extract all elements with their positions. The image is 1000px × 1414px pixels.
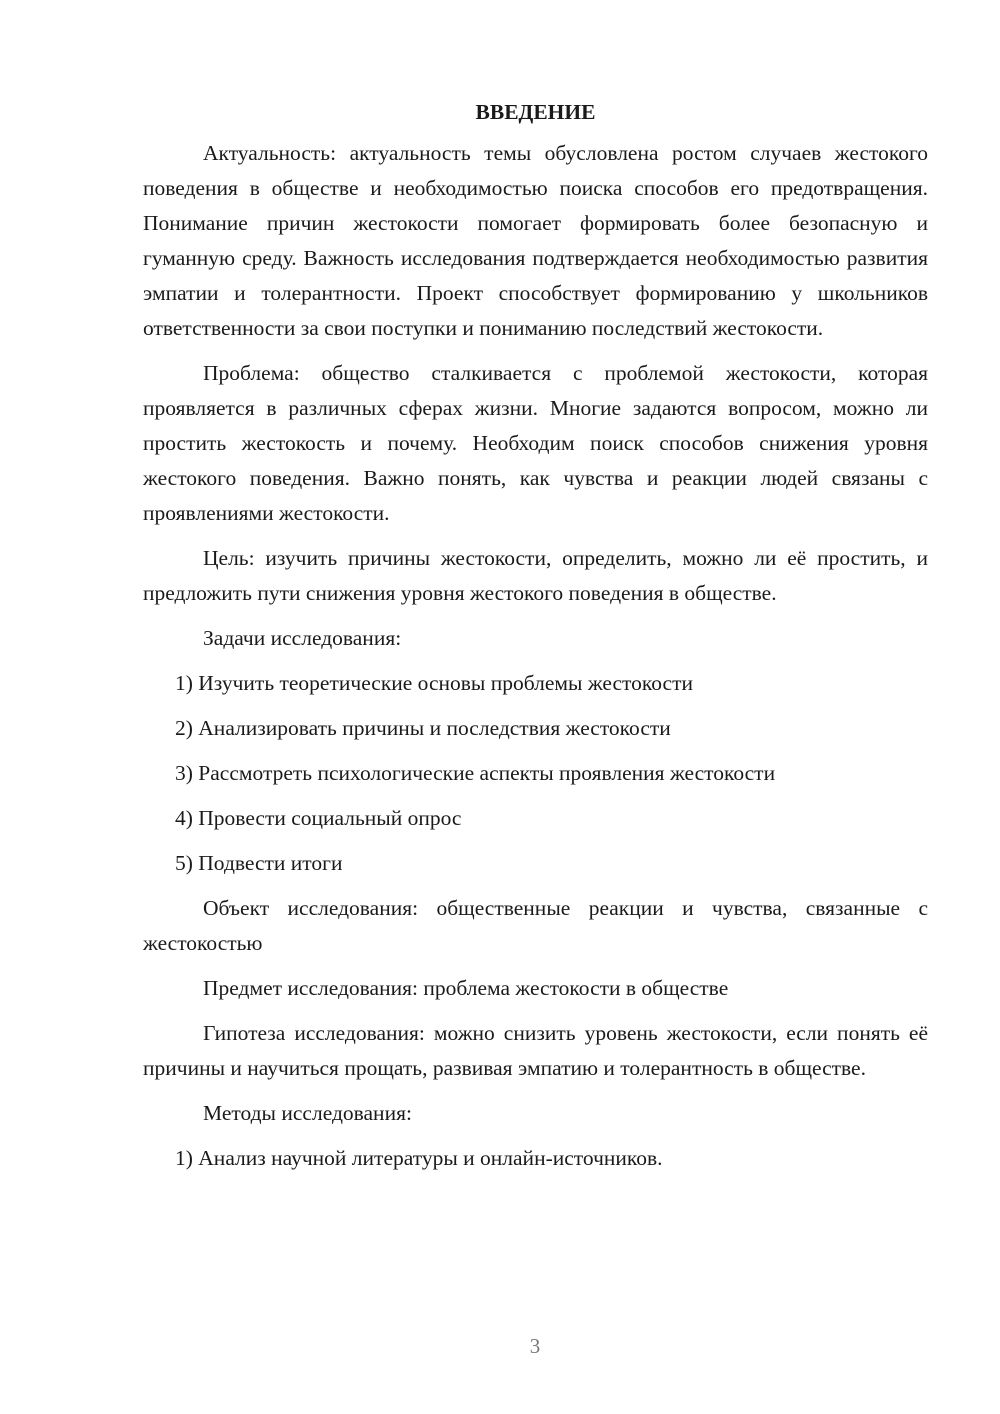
hypothesis-paragraph: Гипотеза исследования: можно снизить уровень жестокости, если понять её причины и научиться прощать, развивая эмпатию и толерантность в обществе. — [143, 1021, 928, 1080]
list-item: 3) Рассмотреть психологические аспекты проявления жестокости — [175, 761, 776, 785]
problem-paragraph: Проблема: общество сталкивается с проблемой жестокости, которая проявляется в различных сферах жизни. Многие задаются вопросом, можно ли простить жестокость и почему. Необходим поиск способов снижения уровня жестокого поведения. Важно понять, как чувства и реакции людей связаны с проявлениями жестокости. — [143, 361, 928, 525]
goal-paragraph: Цель: изучить причины жестокости, определить, можно ли её простить, и предложить пути снижения уровня жестокого поведения в обществе. — [143, 546, 928, 605]
list-item: 1) Анализ научной литературы и онлайн-источников. — [175, 1146, 663, 1170]
object-paragraph: Объект исследования: общественные реакции и чувства, связанные с жестокостью — [143, 896, 928, 955]
list-item: 4) Провести социальный опрос — [175, 806, 462, 830]
tasks-list — [143, 666, 928, 881]
page-number: 3 — [529, 1334, 541, 1358]
section-title: ВВЕДЕНИЕ — [475, 100, 596, 124]
list-item: 1) Изучить теоретические основы проблемы жестокости — [175, 671, 693, 695]
methods-label: Методы исследования: — [203, 1101, 412, 1125]
subject-paragraph: Предмет исследования: проблема жестокости в обществе — [203, 976, 729, 1000]
list-item: 5) Подвести итоги — [175, 851, 343, 875]
list-item: 2) Анализировать причины и последствия жестокости — [175, 716, 671, 740]
relevance-paragraph: Актуальность: актуальность темы обусловлена ростом случаев жестокого поведения в обществе и необходимостью поиска способов его предотвращения. Понимание причин жестокости помогает формировать более безопасную и гуманную среду. Важность исследования подтверждается необходимостью развития эмпатии и толерантности. Проект способствует формированию у школьников ответственности за свои поступки и пониманию последствий жестокости. — [143, 141, 928, 340]
page-content — [143, 96, 928, 1186]
methods-list — [143, 1141, 928, 1176]
tasks-label: Задачи исследования: — [203, 626, 402, 650]
